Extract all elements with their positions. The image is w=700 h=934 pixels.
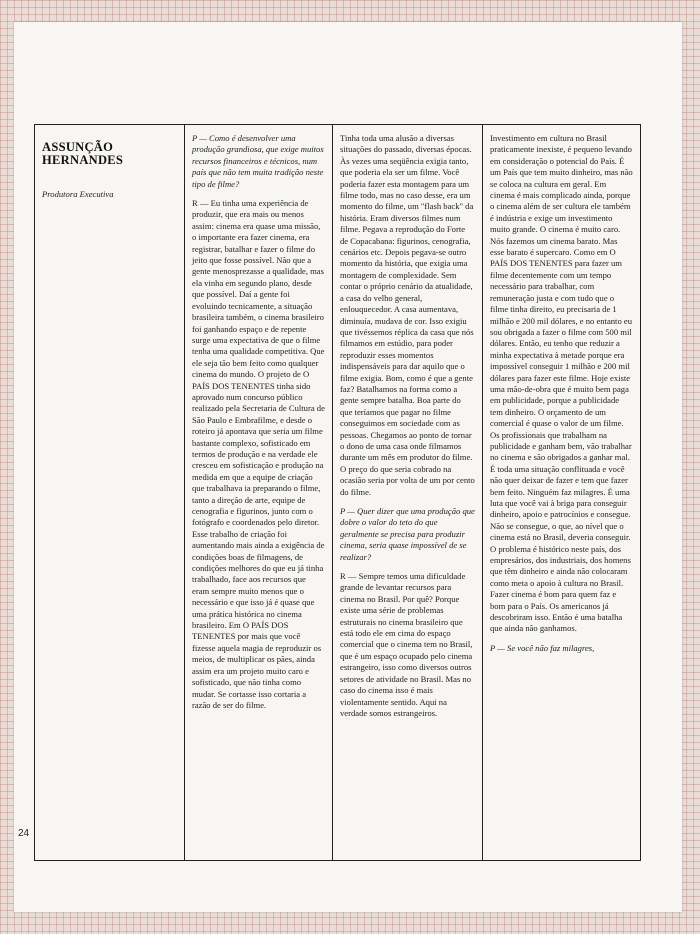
column-1 xyxy=(35,125,184,860)
page-number: 24 xyxy=(18,828,30,839)
question-paragraph: P — Como é desenvolver uma produção grandiosa, que exige muitos recursos financeiros e técnicos, num país que não tem muita tradição neste tipo de filme? xyxy=(192,133,324,189)
column-3 xyxy=(332,125,482,860)
page-sheet xyxy=(14,22,682,912)
column-4 xyxy=(482,125,640,860)
text-paragraph: Investimento em cultura no Brasil praticamente inexiste, é pequeno levando em consideração o potencial do País. É um País que tem muito dinheiro, mas não se coloca na cultura em geral. Em cinema é mais complicado ainda, porque o cinema além de ser cultura ele também é indústria e exige um investimento muito grande. O cinema é muito caro. Nós fazemos um cinema barato. Mas esse barato é supercaro. Como em O PAÍS DOS TENENTES para fazer um filme decentemente com um tempo necessário para trabalhar, com remuneração justa e com tudo que o filme tinha direito, eu precisaria de 1 milhão e 200 mil dólares, e no entanto eu sou obrigada a fazer o filme com 500 mil dólares. Então, eu tenho que reduzir a minha expectativa à metade porque era impossível conseguir 1 milhão e 200 mil dólares para fazer este filme. Hoje existe uma mão-de-obra que é muito bem paga em publicidade, porque a publicidade tem dinheiro. O orçamento de um comercial é quase o valor de um filme. Os profissionais que trabalham na publicidade e ganham bem, vão trabalhar no cinema e são obrigados a ganhar mal. É toda uma situação conflituada e você não quer deixar de fazer e tem que fazer bem feito. Ninguém faz milagres. É uma luta que você vai à briga para conseguir dinheiro, apoio e patrocínios e consegue. Não se consegue, o que, ao nível que o cinema está no Brasil, deveria conseguir. O problema é histórico neste país, dos empresários, dos industriais, dos homens que têm dinheiro e ainda não colocaram como meta o apoio à cultura no Brasil. Fazer cinema é bom para quem faz e bom para o País. Os americanos já descobriram isso. Então é uma batalha que ainda não ganhamos. xyxy=(490,133,633,634)
interviewee-role: Produtora Executiva xyxy=(42,189,114,199)
text-paragraph: Tinha toda uma alusão a diversas situações do passado, diversas épocas. Às vezes uma seqüência exigia tanto, que poderia ela ser um filme. Você poderia fazer esta montagem para um filme todo, mas no caso desse, era um momento do filme, um "flash back" da história. Eram diversos filmes num filme. Pegava a reprodução do Forte de Copacabana: figurinos, cenografia, cenários etc. Depois pegava-se outro momento da história, que exigia uma montagem de complexidade. Sem contar o próprio cenário da atualidade, a casa do velho general, enlouquecedor. A casa aumentava, diminuía, mudava de cor. Isso exigiu que tivéssemos réplica da casa que nós filmamos em estúdio, para poder reproduzir esses momentos indispensáveis para dar aquilo que o filme exigia. Bom, como é que a gente faz? Batalhamos na forma como a gente sempre batalha. Boa parte do que teríamos que pagar no filme conseguimos em sociedade com as pessoas. Chegamos ao ponto de tornar o dono de uma casa onde filmamos durante um mês em produtor do filme. O preço do que seria cobrado na ocasião seria por volta de um por cento do filme. xyxy=(340,133,475,497)
interview-frame xyxy=(34,124,641,861)
answer-paragraph: R — Sempre temos uma dificuldade grande de levantar recursos para cinema no Brasil. Por quê? Porque existe uma série de problemas estruturais no cinema brasileiro que está todo ele em cima do espaço comercial que o cinema tem no Brasil, que é um espaço ocupado pelo cinema estrangeiro, isso como diversos outros setores de atividade no Brasil. Mas no caso do cinema isso é mais violentamente sentido. Aqui na verdade somos estrangeiros. xyxy=(340,571,473,718)
question-paragraph: P — Quer dizer que uma produção que dobre o valor do teto do que geralmente se precisa para produzir cinema, seria quase impossível de se realizar? xyxy=(340,506,475,562)
answer-paragraph: R — Eu tinha uma experiência de produzir, que era mais ou menos assim: cinema era quase uma missão, o importante era fazer cinema, era registrar, batalhar e fazer o filme do jeito que fosse possível. Não que a gente menosprezasse a qualidade, mas ela vinha em segundo plano, desde que possível. Daí a gente foi evoluindo tecnicamente, a situação brasileira também, o cinema brasileiro foi ganhando espaço e de repente surge uma expectativa de que o filme tenha uma qualidade competitiva. Que ele seja tão bem feito como qualquer cinema do mundo. O projeto de O PAÍS DOS TENENTES tinha sido aprovado num concurso público realizado pela Secretaria de Cultura de São Paulo e Embrafilme, e desde o roteiro já apontava que seria um filme bastante complexo, sofisticado em termos de produção e na verdade ele cresceu em sofisticação e produção na medida em que a equipe de criação que trabalhava ia preparando o filme, tanto a direção de arte, equipe de cenografia e figurinos, junto com o fotógrafo e coordenados pelo diretor. Esse trabalho de criação foi aumentando mais ainda a exigência de condições boas de filmagens, de condições melhores do que eu já tinha trabalhado, face aos recursos que eram sempre muito menos que o necessário e que isso já é quase que uma prática histórica no cinema brasileiro. Em O PAÍS DOS TENENTES por mais que você fizesse aquela magia de reproduzir os meios, de multiplicar os pães, ainda assim era um projeto muito caro e sofisticado, que não tinha como mudar. Se cortasse isso cortaria a razão de ser do filme. xyxy=(192,198,325,710)
name-line-2: HERNANDES xyxy=(42,153,124,167)
interviewee-name xyxy=(42,141,177,167)
column-2 xyxy=(184,125,332,860)
question-paragraph: P — Se você não faz milagres, xyxy=(490,642,595,653)
name-line-1: ASSUNÇÃO xyxy=(42,140,114,154)
